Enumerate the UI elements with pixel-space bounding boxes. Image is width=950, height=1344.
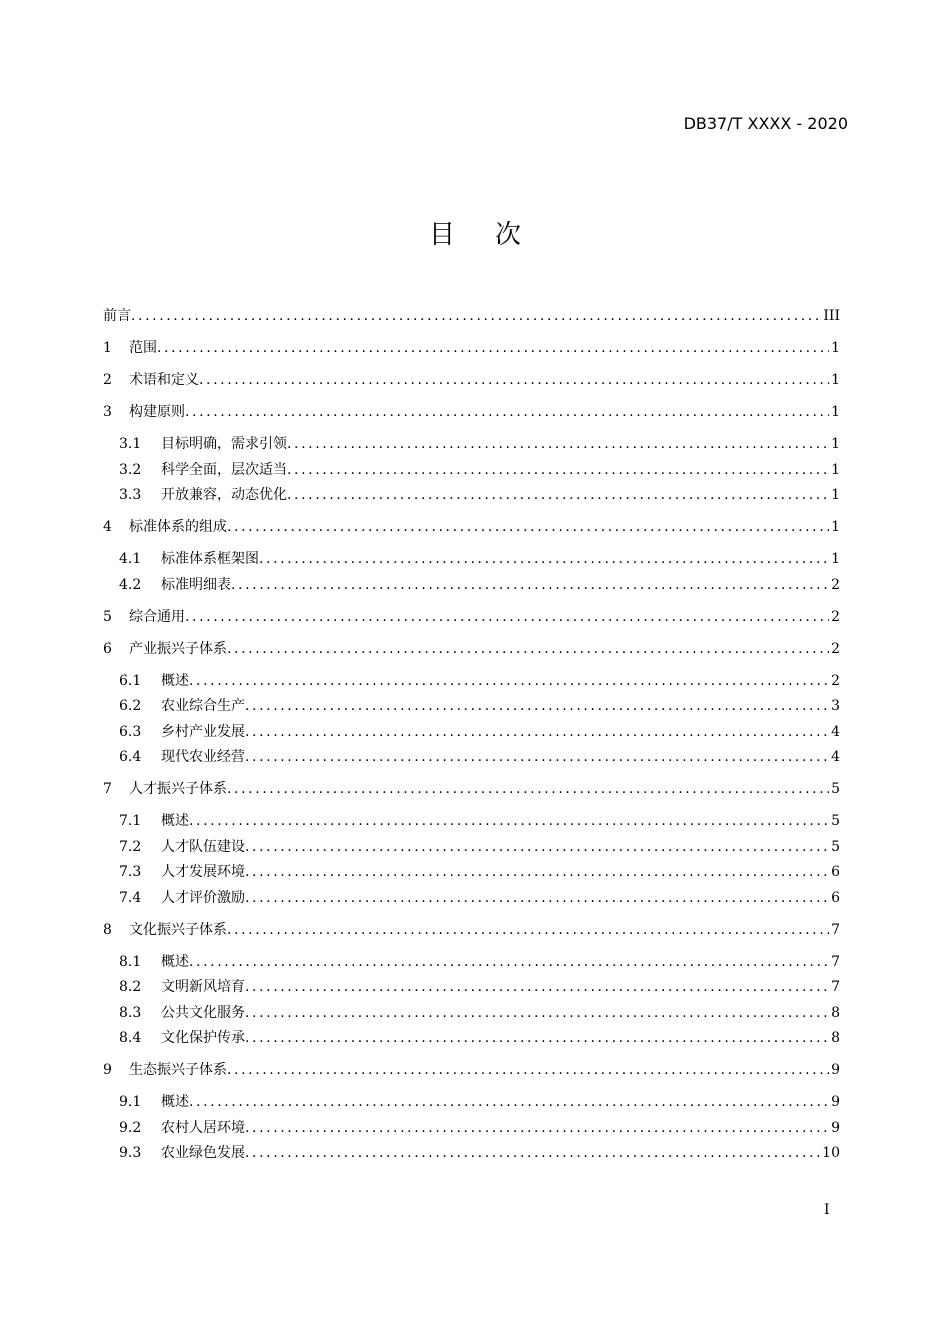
toc-entry-title: 范围 bbox=[129, 340, 157, 356]
toc-entry-page: 6 bbox=[831, 889, 840, 906]
toc-entry[interactable] bbox=[103, 516, 840, 542]
toc-entry-number: 7.4 bbox=[119, 889, 142, 906]
dot-leader bbox=[227, 516, 829, 538]
toc-entry-page: 9 bbox=[831, 1094, 840, 1110]
dot-leader bbox=[245, 1027, 829, 1049]
dot-leader bbox=[259, 548, 829, 570]
toc-entry-number: 3.3 bbox=[119, 487, 142, 503]
toc-entry-page: 4 bbox=[831, 749, 840, 765]
toc-entry-page: 9 bbox=[831, 1119, 840, 1136]
toc-entry-title: 目标明确，需求引领 bbox=[161, 436, 287, 452]
toc-entry-title: 农业综合生产 bbox=[161, 698, 245, 714]
toc-entry-number: 6 bbox=[103, 640, 112, 657]
toc-entry[interactable] bbox=[103, 305, 840, 331]
toc-entry[interactable] bbox=[103, 459, 840, 485]
toc-entry-title: 现代农业经营 bbox=[161, 749, 245, 765]
toc-entry-title: 标准明细表 bbox=[161, 576, 231, 593]
toc-entry-title: 前言 bbox=[103, 308, 131, 324]
toc-entry-title: 概述 bbox=[161, 953, 189, 970]
toc-entry-number: 1 bbox=[103, 340, 112, 356]
toc-entry-title: 开放兼容，动态优化 bbox=[161, 487, 287, 503]
dot-leader bbox=[287, 459, 829, 481]
toc-entry-number: 7.3 bbox=[119, 864, 142, 880]
toc-entry[interactable] bbox=[103, 1002, 840, 1028]
toc-entry-number: 6.1 bbox=[119, 672, 142, 689]
table-of-contents bbox=[103, 305, 840, 1168]
dot-leader bbox=[189, 1091, 829, 1113]
toc-entry-title: 农业绿色发展 bbox=[161, 1145, 245, 1161]
dot-leader bbox=[189, 951, 829, 973]
dot-leader bbox=[245, 887, 829, 909]
toc-entry-title: 农村人居环境 bbox=[161, 1119, 245, 1136]
toc-entry-page: 7 bbox=[831, 979, 840, 995]
toc-entry[interactable] bbox=[103, 1091, 840, 1117]
toc-entry-page: 5 bbox=[831, 838, 840, 855]
toc-entry-number: 5 bbox=[103, 608, 112, 625]
toc-entry[interactable] bbox=[103, 887, 840, 913]
toc-entry[interactable] bbox=[103, 721, 840, 747]
toc-entry-title: 标准体系的组成 bbox=[129, 519, 227, 535]
toc-entry-title: 人才振兴子体系 bbox=[129, 781, 227, 797]
toc-entry-number: 9.1 bbox=[119, 1094, 142, 1110]
toc-entry[interactable] bbox=[103, 670, 840, 696]
toc-entry[interactable] bbox=[103, 861, 840, 887]
toc-entry-page: 2 bbox=[831, 608, 840, 625]
page-number: I bbox=[824, 1202, 830, 1218]
toc-entry-title: 文化振兴子体系 bbox=[129, 921, 227, 938]
toc-entry-page: 7 bbox=[831, 921, 840, 938]
toc-entry-page: 5 bbox=[831, 813, 840, 829]
dot-leader bbox=[227, 638, 829, 660]
toc-entry-page: 1 bbox=[831, 404, 840, 420]
toc-entry-number: 4.2 bbox=[119, 576, 142, 593]
toc-entry-page: 1 bbox=[831, 436, 840, 452]
dot-leader bbox=[245, 721, 829, 743]
toc-entry-number: 3.1 bbox=[119, 436, 142, 452]
toc-entry-title: 生态振兴子体系 bbox=[129, 1062, 227, 1078]
dot-leader bbox=[245, 1142, 820, 1164]
toc-entry-number: 4 bbox=[103, 519, 112, 535]
dot-leader bbox=[189, 810, 829, 832]
toc-entry-number: 2 bbox=[103, 372, 112, 388]
dot-leader bbox=[199, 369, 829, 391]
toc-entry-page: 1 bbox=[831, 487, 840, 503]
toc-entry[interactable] bbox=[103, 836, 840, 862]
toc-entry-number: 4.1 bbox=[119, 551, 142, 567]
document-code-header: DB37/T XXXX - 2020 bbox=[683, 114, 848, 133]
toc-entry[interactable] bbox=[103, 778, 840, 804]
toc-entry[interactable] bbox=[103, 746, 840, 772]
toc-entry-number: 8.2 bbox=[119, 979, 142, 995]
toc-entry-number: 8.3 bbox=[119, 1004, 142, 1021]
toc-entry-page: 8 bbox=[831, 1030, 840, 1046]
toc-entry[interactable] bbox=[103, 695, 840, 721]
toc-entry-title: 综合通用 bbox=[129, 608, 185, 625]
toc-entry[interactable] bbox=[103, 1059, 840, 1085]
toc-entry-title: 科学全面，层次适当 bbox=[161, 461, 287, 478]
toc-entry[interactable] bbox=[103, 951, 840, 977]
toc-entry-title: 人才发展环境 bbox=[161, 864, 245, 880]
dot-leader bbox=[287, 433, 829, 455]
toc-entry-title: 公共文化服务 bbox=[161, 1004, 245, 1021]
toc-entry-title: 标准体系框架图 bbox=[161, 551, 259, 567]
toc-entry-number: 9.2 bbox=[119, 1119, 142, 1136]
dot-leader bbox=[231, 574, 829, 596]
dot-leader bbox=[245, 1002, 829, 1024]
toc-entry-page: 1 bbox=[831, 461, 840, 478]
toc-entry-page: 8 bbox=[831, 1004, 840, 1021]
toc-entry-title: 构建原则 bbox=[129, 404, 185, 420]
toc-entry-title: 术语和定义 bbox=[129, 372, 199, 388]
toc-entry-page: 3 bbox=[831, 698, 840, 714]
toc-entry-page: 6 bbox=[831, 864, 840, 880]
toc-entry-number: 3.2 bbox=[119, 461, 142, 478]
dot-leader bbox=[227, 1059, 829, 1081]
dot-leader bbox=[227, 919, 829, 941]
dot-leader bbox=[245, 861, 829, 883]
dot-leader bbox=[287, 484, 829, 506]
dot-leader bbox=[185, 606, 829, 628]
toc-entry[interactable] bbox=[103, 433, 840, 459]
toc-entry[interactable] bbox=[103, 810, 840, 836]
toc-entry-page: III bbox=[823, 308, 840, 324]
dot-leader bbox=[189, 670, 829, 692]
page-title: 目次 bbox=[428, 220, 561, 250]
toc-entry-page: 9 bbox=[831, 1062, 840, 1078]
toc-entry-number: 7.2 bbox=[119, 838, 142, 855]
toc-entry-number: 8.1 bbox=[119, 953, 142, 970]
toc-entry[interactable] bbox=[103, 638, 840, 664]
toc-entry-number: 6.3 bbox=[119, 723, 142, 740]
toc-entry[interactable] bbox=[103, 337, 840, 363]
toc-entry-page: 5 bbox=[831, 781, 840, 797]
dot-leader bbox=[245, 746, 829, 768]
dot-leader bbox=[245, 1117, 829, 1139]
toc-entry-title: 概述 bbox=[161, 813, 189, 829]
toc-entry-page: 10 bbox=[822, 1145, 840, 1161]
toc-entry[interactable] bbox=[103, 369, 840, 395]
toc-entry-title: 产业振兴子体系 bbox=[129, 640, 227, 657]
toc-entry-number: 9 bbox=[103, 1062, 112, 1078]
toc-entry-title: 人才队伍建设 bbox=[161, 838, 245, 855]
toc-entry-page: 7 bbox=[831, 953, 840, 970]
toc-entry[interactable] bbox=[103, 1027, 840, 1053]
toc-entry[interactable] bbox=[103, 1142, 840, 1168]
toc-entry-title: 文明新风培育 bbox=[161, 979, 245, 995]
toc-entry-title: 乡村产业发展 bbox=[161, 723, 245, 740]
toc-entry[interactable] bbox=[103, 919, 840, 945]
toc-entry[interactable] bbox=[103, 574, 840, 600]
toc-entry-page: 2 bbox=[831, 576, 840, 593]
toc-entry-number: 6.2 bbox=[119, 698, 142, 714]
dot-leader bbox=[227, 778, 829, 800]
toc-entry-page: 2 bbox=[831, 672, 840, 689]
dot-leader bbox=[157, 337, 829, 359]
toc-entry-number: 6.4 bbox=[119, 749, 142, 765]
toc-entry-title: 概述 bbox=[161, 1094, 189, 1110]
toc-entry-number: 7.1 bbox=[119, 813, 142, 829]
dot-leader bbox=[131, 305, 821, 327]
toc-entry-number: 3 bbox=[103, 404, 112, 420]
toc-entry[interactable] bbox=[103, 401, 840, 427]
toc-entry-number: 8.4 bbox=[119, 1030, 142, 1046]
toc-entry[interactable] bbox=[103, 484, 840, 510]
dot-leader bbox=[245, 836, 829, 858]
dot-leader bbox=[245, 976, 829, 998]
toc-entry-title: 人才评价激励 bbox=[161, 889, 245, 906]
toc-entry-page: 2 bbox=[831, 640, 840, 657]
toc-entry-page: 1 bbox=[831, 551, 840, 567]
toc-entry[interactable] bbox=[103, 606, 840, 632]
toc-entry[interactable] bbox=[103, 976, 840, 1002]
toc-entry[interactable] bbox=[103, 548, 840, 574]
toc-entry-title: 文化保护传承 bbox=[161, 1030, 245, 1046]
toc-entry-page: 1 bbox=[831, 372, 840, 388]
toc-entry[interactable] bbox=[103, 1117, 840, 1143]
toc-entry-title: 概述 bbox=[161, 672, 189, 689]
dot-leader bbox=[245, 695, 829, 717]
toc-entry-number: 8 bbox=[103, 921, 112, 938]
toc-entry-number: 7 bbox=[103, 781, 112, 797]
toc-entry-page: 1 bbox=[831, 340, 840, 356]
toc-entry-page: 1 bbox=[831, 519, 840, 535]
toc-entry-number: 9.3 bbox=[119, 1145, 142, 1161]
dot-leader bbox=[185, 401, 829, 423]
toc-entry-page: 4 bbox=[831, 723, 840, 740]
